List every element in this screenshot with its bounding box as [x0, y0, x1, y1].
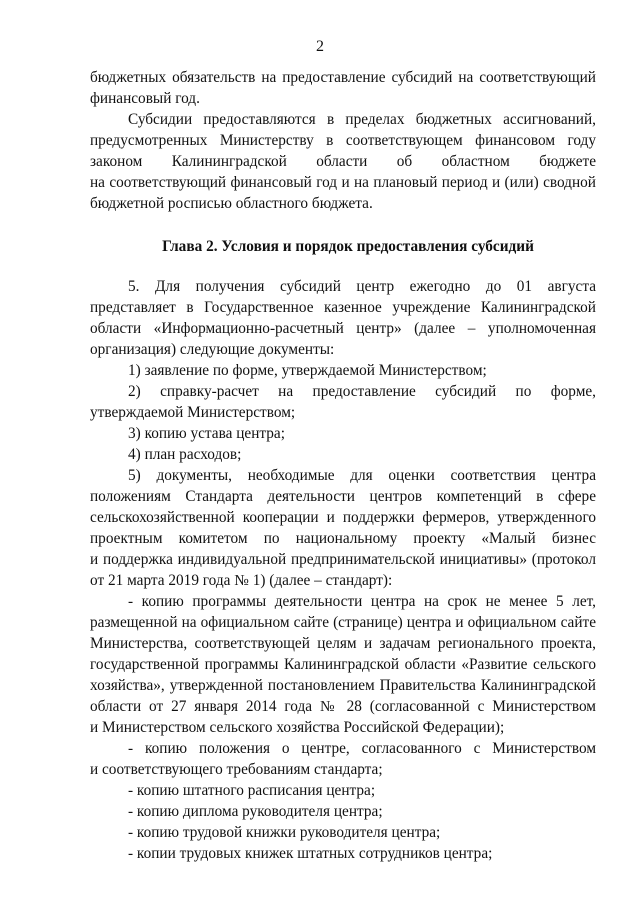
text-line: государственной программы Калининградской области «Развитие сельского — [90, 656, 596, 673]
paragraph — [90, 822, 596, 843]
document-body — [90, 67, 596, 864]
text-line: - копию трудовой книжки руководителя центра; — [128, 824, 441, 841]
text-line: проектным комитетом по национальному проекту «Малый бизнес — [90, 530, 596, 547]
text-line: 3) копию устава центра; — [128, 425, 285, 442]
text-line: 2) справку-расчет на предоставление субсидий по форме, — [128, 383, 596, 400]
text-line: от 21 марта 2019 года № 1) (далее – стандарт): — [90, 572, 393, 589]
paragraph — [90, 381, 596, 423]
text-line: размещенной на официальном сайте (странице) центра и официальном сайте — [90, 614, 596, 631]
text-line: и соответствующего требованиям стандарта; — [90, 761, 383, 778]
paragraph — [90, 276, 596, 360]
text-line: - копию диплома руководителя центра; — [128, 803, 383, 820]
paragraph — [90, 738, 596, 780]
text-line: и поддержка индивидуальной предпринимательской инициативы» (протокол — [90, 551, 596, 568]
text-line: области «Информационно-расчетный центр» (далее – уполномоченная — [90, 320, 596, 337]
text-line: 1) заявление по форме, утверждаемой Министерством; — [128, 362, 487, 379]
paragraph — [90, 843, 596, 864]
paragraph — [90, 360, 596, 381]
paragraph — [90, 465, 596, 591]
chapter-title: Глава 2. Условия и порядок предоставления субсидий — [162, 238, 534, 255]
text-line: хозяйства», утвержденной постановлением Правительства Калининградской — [90, 677, 596, 694]
paragraph — [90, 423, 596, 444]
text-line: организация) следующие документы: — [90, 341, 335, 358]
text-line: предусмотренных Министерству в соответствующем финансовом году — [90, 132, 596, 149]
text-line: положениям Стандарта деятельности центров компетенций в сфере — [90, 488, 596, 505]
text-line: 4) план расходов; — [128, 446, 242, 463]
text-line: представляет в Государственное казенное учреждение Калининградской — [90, 299, 596, 316]
text-line: на соответствующий финансовый год и на плановый период и (или) сводной — [90, 174, 596, 191]
paragraph — [90, 801, 596, 822]
text-line: - копии трудовых книжек штатных сотрудников центра; — [128, 845, 493, 862]
text-line: 5) документы, необходимые для оценки соответствия центра — [128, 467, 596, 484]
text-line: 5. Для получения субсидий центр ежегодно до 01 августа — [128, 278, 596, 295]
text-line: области от 27 января 2014 года № 28 (согласованной с Министерством — [90, 698, 596, 715]
text-line: бюджетной росписью областного бюджета. — [90, 195, 373, 212]
paragraph — [90, 444, 596, 465]
paragraph — [90, 109, 596, 214]
text-line: финансовый год. — [90, 90, 200, 107]
paragraph — [90, 67, 596, 109]
text-line: сельскохозяйственной кооперации и поддержки фермеров, утвержденного — [90, 509, 596, 526]
text-line: утверждаемой Министерством; — [90, 404, 296, 421]
text-line: - копию программы деятельности центра на срок не менее 5 лет, — [128, 593, 596, 610]
text-line: - копию штатного расписания центра; — [128, 782, 376, 799]
text-line: законом Калининградской области об областном бюджете — [90, 153, 596, 170]
text-line: Субсидии предоставляются в пределах бюджетных ассигнований, — [128, 111, 596, 128]
text-line: бюджетных обязательств на предоставление субсидий на соответствующий — [90, 69, 596, 86]
page-number: 2 — [316, 38, 324, 55]
text-line: и Министерством сельского хозяйства Российской Федерации); — [90, 719, 505, 736]
paragraph — [90, 591, 596, 738]
requirements-block — [90, 276, 596, 864]
text-line: Министерства, соответствующей целям и задачам регионального проекта, — [90, 635, 596, 652]
paragraph — [90, 780, 596, 801]
intro-block — [90, 67, 596, 214]
text-line: - копию положения о центре, согласованного с Министерством — [128, 740, 596, 757]
